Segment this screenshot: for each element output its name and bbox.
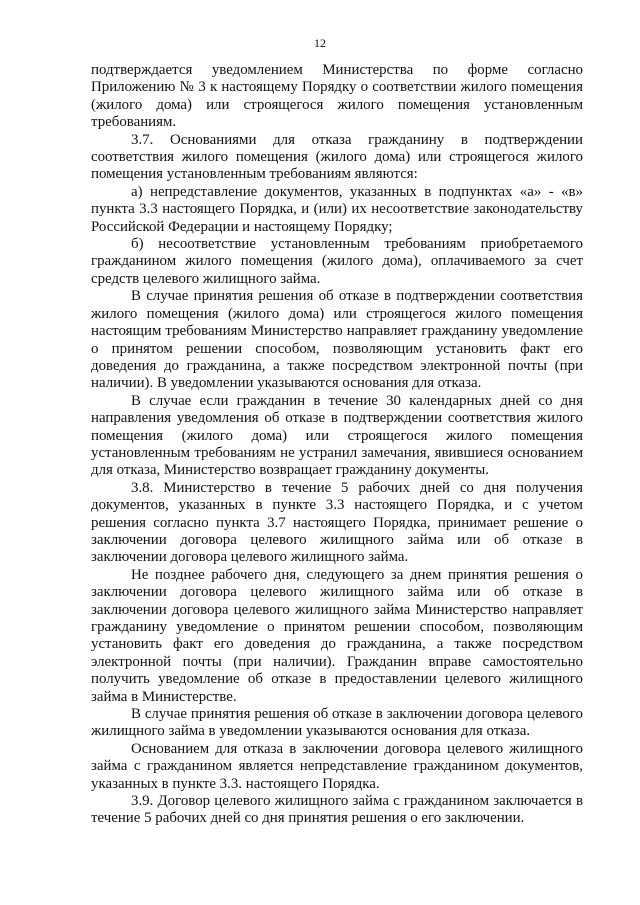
paragraph: Основанием для отказа в заключении договора целевого жилищного займа с гражданином является непредставление гражданином документов, указанных в пункте 3.3. настоящего Порядка. bbox=[91, 740, 583, 792]
paragraph: В случае принятия решения об отказе в подтверждении соответствия жилого помещения (жилого дома) или строящегося жилого помещения настоящим требованиям Министерство направляет гражданину уведомление о принятом решении способом, позволяющим установить факт его доведения до гражданина, а также посредством электронной почты (при наличии). В уведомлении указываются основания для отказа. bbox=[91, 288, 583, 392]
page-number: 12 bbox=[314, 36, 326, 50]
paragraph: 3.8. Министерство в течение 5 рабочих дней со дня получения документов, указанных в пункте 3.3 настоящего Порядка, и с учетом решения согласно пункта 3.7 настоящего Порядка, принимает решение о заключении договора целевого жилищного займа или об отказе в заключении договора целевого жилищного займа. bbox=[91, 479, 583, 566]
document-body bbox=[91, 62, 583, 828]
paragraph: а) непредставление документов, указанных в подпунктах «а» - «в» пункта 3.3 настоящего Порядка, и (или) их несоответствие законодательству Российской Федерации и настоящему Порядку; bbox=[91, 183, 583, 235]
paragraph: В случае принятия решения об отказе в заключении договора целевого жилищного займа в уведомлении указываются основания для отказа. bbox=[91, 706, 583, 740]
paragraph: б) несоответствие установленным требованиям приобретаемого гражданином жилого помещения (жилого дома), оплачиваемого за счет средств целевого жилищного займа. bbox=[91, 236, 583, 287]
paragraph: Не позднее рабочего дня, следующего за днем принятия решения о заключении договора целевого жилищного займа или об отказе в заключении договора целевого жилищного займа Министерство направляет гражданину уведомление о принятом решении способом, позволяющим установить факт его доведения до гражданина, а также посредством электронной почты (при наличии). Гражданин вправе самостоятельно получить уведомление об отказе в предоставлении целевого жилищного займа в Министерстве. bbox=[91, 566, 583, 705]
paragraph: 3.7. Основаниями для отказа гражданину в подтверждении соответствия жилого помещения (жилого дома) или строящегося жилого помещения установленным требованиям являются: bbox=[91, 131, 583, 183]
paragraph: В случае если гражданин в течение 30 календарных дней со дня направления уведомления об отказе в подтверждении соответствия жилого помещения (жилого дома) или строящегося жилого помещения установленным требованиям не устранил замечания, явившиеся основанием для отказа, Министерство возвращает гражданину документы. bbox=[91, 392, 583, 479]
paragraph: подтверждается уведомлением Министерства по форме согласно Приложению № 3 к настоящему Порядку о соответствии жилого помещения (жилого дома) или строящегося жилого помещения установленным требованиям. bbox=[91, 62, 583, 131]
paragraph: 3.9. Договор целевого жилищного займа с гражданином заключается в течение 5 рабочих дней со дня принятия решения о его заключении. bbox=[91, 793, 583, 827]
